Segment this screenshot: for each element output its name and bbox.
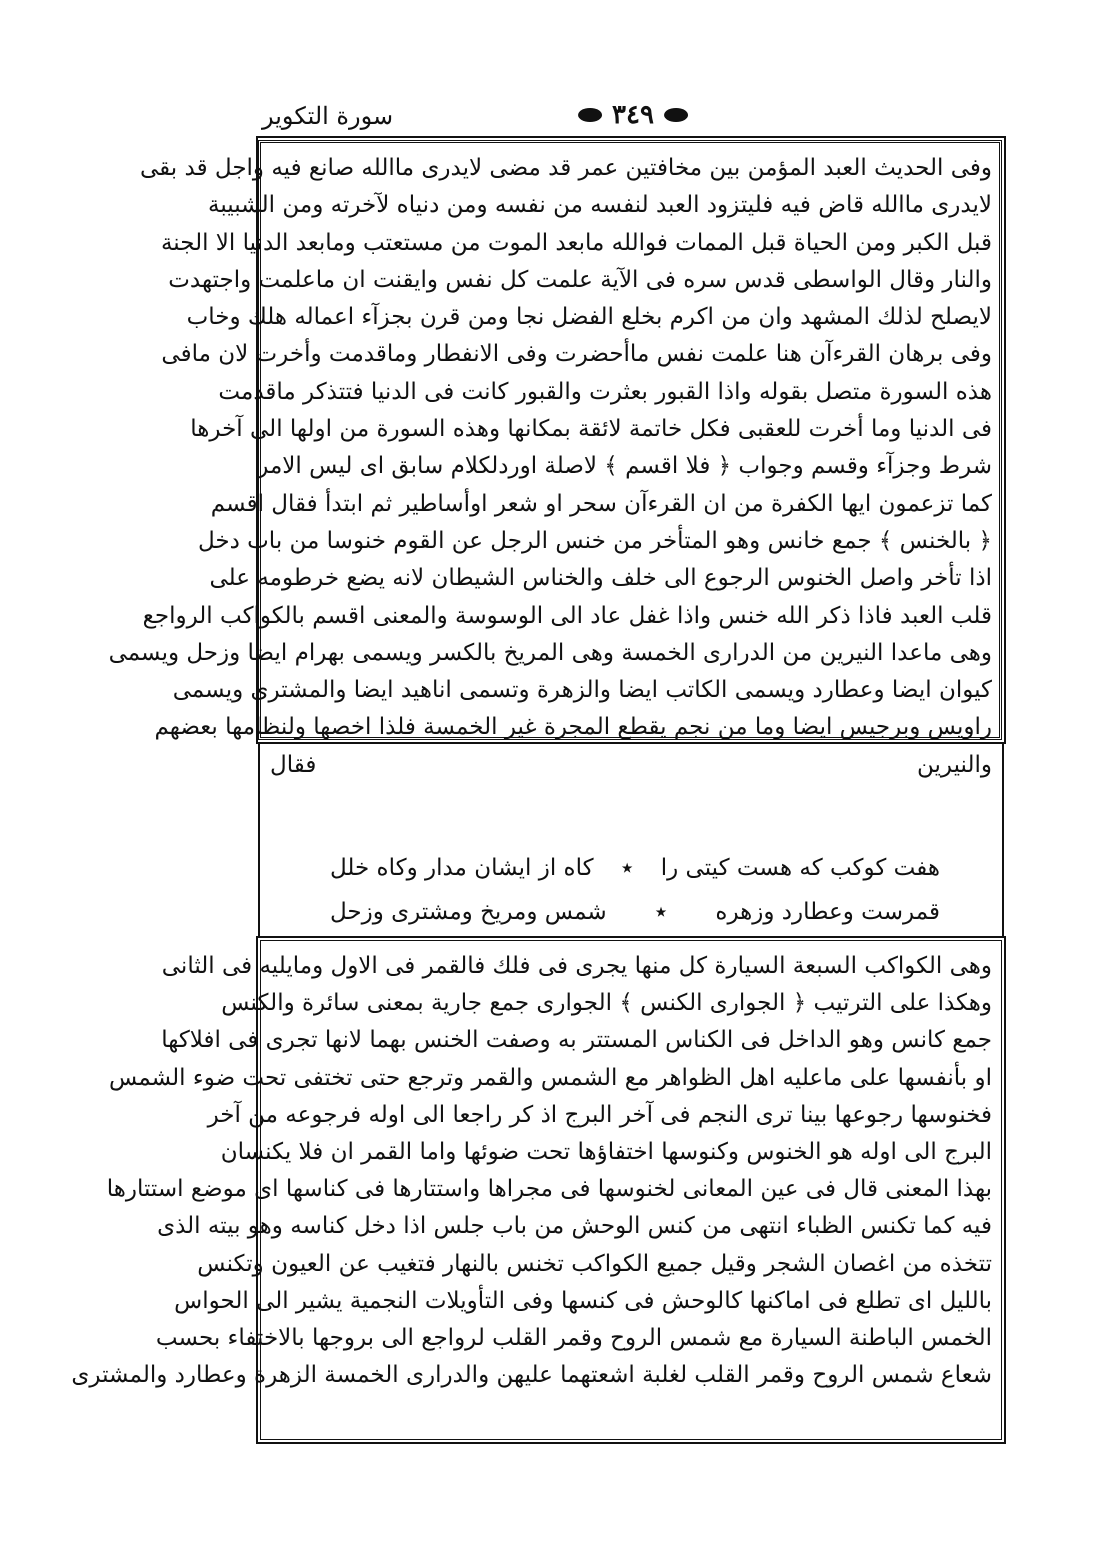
- text-line: لايصلح لذلك المشهد وان من اكرم بخلع الفضل نجا ومن قرن بجزآء اعماله هلك وخاب: [186, 304, 992, 331]
- text-line: قبل الكبر ومن الحياة قبل الممات فوالله مابعد الموت من مستعتب ومابعد الدنيا الا الجنة: [160, 229, 992, 256]
- main-text-block: [108, 150, 992, 784]
- text-line: وهكذا على الترتيب ﴿ الجوارى الكنس ﴾ الجوارى جمع جارية بمعنى سائرة والكنس: [221, 990, 992, 1017]
- text-line: وهى ماعدا النيرين من الدرارى الخمسة وهى المريخ بالكسر ويسمى بهرام ايضا وزحل ويسمى: [108, 639, 992, 666]
- text-line: شرط وجزآء وقسم وجواب ﴿ فلا اقسم ﴾ لاصلة اوردلكلام سابق اى ليس الامر: [257, 453, 992, 480]
- verse-separator: ٭: [654, 899, 668, 925]
- text-line: وهى الكواكب السبعة السيارة كل منها يجرى فى فلك فالقمر فى الاول ومايليه فى الثانى: [161, 953, 992, 979]
- text-line: كيوان ايضا وعطارد ويسمى الكاتب ايضا والزهرة وتسمى اناهيد ايضا والمشترى ويسمى: [172, 677, 992, 704]
- text-line: وفى برهان القرءآن هنا علمت نفس ماأحضرت وفى الانفطار وماقدمت وأخرت لان مافى: [161, 341, 992, 368]
- text-line: فخنوسها رجوعها بينا ترى النجم فى آخر البرج اذ كر راجعا الى اوله فرجوعه من آخر: [207, 1101, 992, 1128]
- text-line: البرج الى اوله هو الخنوس وكنوسها اختفاؤها تحت ضوئها واما القمر ان فلا يكنسان: [220, 1138, 992, 1165]
- text-line: فى الدنيا وما أخرت للعقبى فكل خاتمة لائقة بمكانها وهذه السورة من اولها الى آخرها: [190, 416, 992, 443]
- verse-hemistich-left: شمس ومريخ ومشترى وزحل: [330, 899, 607, 925]
- text-line: هذه السورة متصل بقوله واذا القبور بعثرت والقبور كانت فى الدنيا فتتذكر ماقدمت: [218, 378, 992, 405]
- verse-line: [330, 846, 940, 890]
- frame-rule-left: [258, 744, 260, 936]
- verse-hemistich-left: كاه از ايشان مدار وكاه خلل: [330, 855, 594, 881]
- verse-hemistich-right: هفت كوكب كه هست كيتى را: [660, 855, 940, 881]
- surah-title: سورة التكوير: [262, 102, 394, 130]
- text-line: او بأنفسها على ماعليه اهل الظواهر مع الشمس والقمر وترجع حتى تختفى تحت ضوء الشمس: [109, 1064, 992, 1091]
- text-line: الخمس الباطنة السيارة مع شمس الروح وقمر القلب لرواجع الى بروجها بالاختفاء بحسب: [155, 1324, 992, 1351]
- page-number: ٣٤٩: [578, 100, 688, 130]
- text-line: فيه كما تكنس الظباء انتهى من كنس الوحش من باب جلس اذا دخل كناسه وهو بيته الذى: [157, 1213, 992, 1240]
- frame-rule-right: [1002, 744, 1004, 936]
- text-line: بهذا المعنى قال فى عين المعانى لخنوسها فى مجراها واستتارها فى كناسها اى موضع استتارها: [106, 1176, 992, 1203]
- text-line: جمع كانس وهو الداخل فى الكناس المستتر به وصفت الخنس بهما لانها تجرى فى افلاكها: [161, 1027, 992, 1054]
- text-line: وفى الحديث العبد المؤمن بين مخافتين عمر قد مضى لايدرى ماالله صانع فيه واجل قد بقى: [140, 155, 992, 181]
- text-line: ﴿ بالخنس ﴾ جمع خانس وهو المتأخر من خنس الرجل عن القوم خنوسا من باب دخل: [197, 527, 992, 554]
- second-text-block: [71, 948, 992, 1394]
- persian-verse: [330, 846, 940, 934]
- verse-separator: ٭: [620, 855, 634, 881]
- text-line: تتخذه من اغصان الشجر وقيل جميع الكواكب تخنس بالنهار فتغيب عن العيون وتكنس: [197, 1250, 992, 1277]
- text-line: راويس وبرجيس ايضا وما من نجم يقطع المجرة غير الخمسة فلذا اخصها ولنظامها بعضهم: [154, 714, 992, 741]
- verse-line: [330, 890, 940, 934]
- text-line: قلب العبد فاذا ذكر الله خنس واذا غفل عاد الى الوسوسة والمعنى اقسم بالكواكب الرواجع: [142, 602, 992, 629]
- text-line: والنار وقال الواسطى قدس سره فى الآية علمت كل نفس وايقنت ان ماعلمت واجتهدت: [168, 266, 992, 293]
- text-line: شعاع شمس الروح وقمر القلب لغلبة اشعتهما عليهن والدرارى الخمسة الزهرة وعطارد والمشترى: [71, 1362, 992, 1389]
- verse-hemistich-right: قمرست وعطارد وزهره: [715, 899, 940, 925]
- text-line: بالليل اى تطلع فى اماكنها كالوحش فى كنسها وفى التأويلات النجمية يشير الى الحواس: [174, 1287, 992, 1314]
- text-line: اذا تأخر واصل الخنوس الرجوع الى خلف والخناس الشيطان لانه يضع خرطومه على: [209, 565, 992, 592]
- text-line: كما تزعمون ايها الكفرة من ان القرءآن سحر او شعر اوأساطير ثم ابتدأ فقال اقسم: [210, 490, 992, 517]
- text-line: لايدرى ماالله قاض فيه فليتزود العبد لنفسه من نفسه ومن دنياه لآخرته ومن الشبيبة: [207, 192, 992, 219]
- text-line: والنيرين فقال: [270, 751, 992, 778]
- page-header: [262, 96, 1004, 136]
